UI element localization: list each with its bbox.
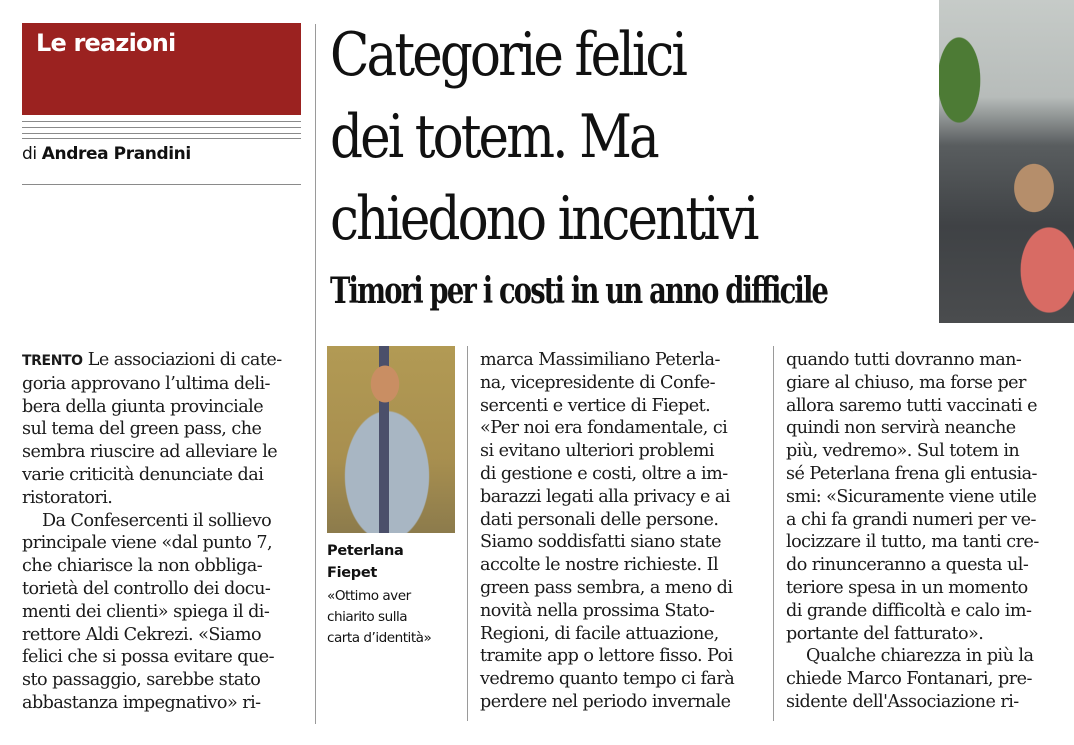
headline: Categorie felici dei totem. Ma chiedono incentivi (330, 20, 757, 254)
article-photo (939, 0, 1074, 323)
divider (22, 133, 301, 134)
divider (22, 121, 301, 122)
column-separator (315, 24, 316, 724)
divider (22, 138, 301, 139)
caption-name: Peterlana Fiepet (327, 543, 404, 581)
column-separator (467, 346, 468, 721)
article-column-1: TRENTO Le associazioni di cate- goria approvano l’ultima deli- bera della giunta provinciale sul tema del green pass, che sembra riuscire ad alleviare le varie criticità denunciate dai ristoratori. Da Confesercenti il sollievo principale viene «dal punto 7, che chiarisce la non obbliga- torietà del controllo dei docu- menti dei clienti» spiega il di- rettore Aldi Cekrezi. «Siamo felici che si possa evitare que- sto passaggio, sarebbe stato abbastanza impegnativo» ri- (22, 350, 282, 713)
article-column-2: marca Massimiliano Peterla- na, vicepresidente di Confe- sercenti e vertice di Fiepet. «Per noi era fondamentale, ci si evitano ulteriori problemi di gestione e costi, oltre a im- barazzi legati alla privacy e ai dati personali delle persone. Siamo soddisfatti siano state accolte le nostre richieste. Il green pass sembra, a meno di novità nella prossima Stato- Regioni, di facile attuazione, tramite app o lettore fisso. Poi vedremo quanto tempo ci farà perdere nel periodo invernale (480, 350, 735, 712)
divider (22, 127, 301, 128)
subheadline: Timori per i costi in un anno difficile (330, 270, 828, 312)
dateline: TRENTO (22, 353, 83, 369)
caption-quote: «Ottimo aver chiarito sulla carta d’identità» (327, 588, 432, 646)
kicker-label: Le reazioni (36, 29, 176, 57)
byline: di Andrea Prandini (22, 144, 191, 164)
section-kicker (22, 23, 301, 115)
author-name: Andrea Prandini (41, 144, 191, 164)
portrait-photo (327, 346, 455, 533)
article-column-3: quando tutti dovranno man- giare al chiuso, ma forse per allora saremo tutti vaccinati e quindi non servirà neanche più, vedremo». Sul totem in sé Peterlana frena gli entusia- smi: «Sicuramente viene utile a chi fa grandi numeri per ve- locizzare il tutto, ma tanti cre- do rinunceranno a questa ul- teriore spesa in un momento di grande difficoltà e calo im- portante del fatturato». Qualche chiarezza in più la chiede Marco Fontanari, pre- sidente dell'Associazione ri- (786, 350, 1039, 712)
divider (22, 184, 301, 185)
column-separator (773, 346, 774, 721)
